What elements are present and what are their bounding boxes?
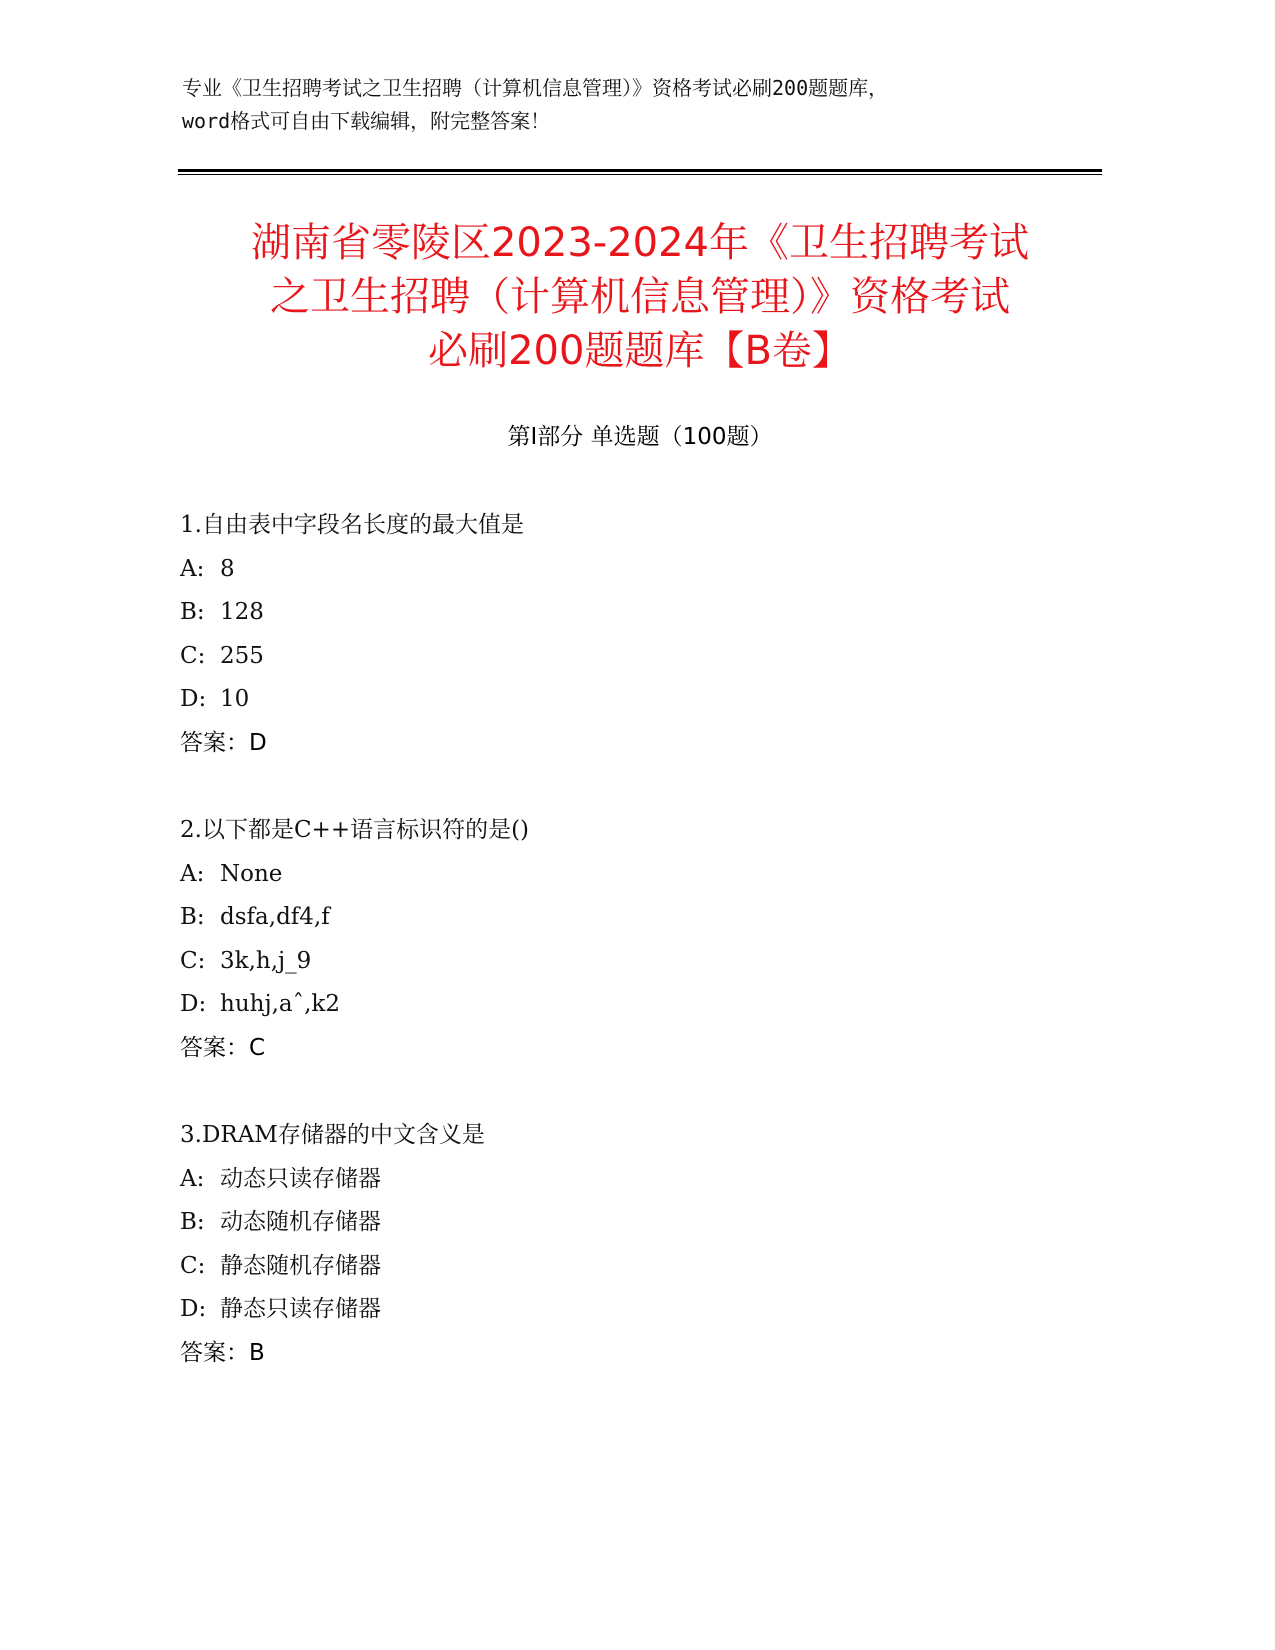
- option-text: 10: [220, 686, 250, 712]
- question-stem: 3.DRAM存储器的中文含义是: [180, 1122, 485, 1148]
- header-divider-thick: [178, 169, 1102, 172]
- document-title-line-3: 必刷200题题库【B卷】: [428, 328, 852, 374]
- option-c: [180, 940, 1100, 984]
- document-title: [178, 216, 1102, 378]
- option-text: 动态随机存储器: [220, 1209, 381, 1235]
- option-letter: B:: [180, 904, 205, 930]
- question-1: [180, 504, 1100, 765]
- option-text: 静态只读存储器: [220, 1296, 381, 1322]
- option-text: 8: [220, 555, 235, 582]
- option-text: huhj,aˆ,k2: [220, 991, 340, 1017]
- question-2: [180, 809, 1100, 1070]
- option-letter: D:: [180, 991, 207, 1017]
- option-a: [180, 1158, 1100, 1202]
- option-c: [180, 1245, 1100, 1289]
- option-b: [180, 591, 1100, 635]
- document-title-line-1: 湖南省零陵区2023-2024年《卫生招聘考试: [250, 220, 1030, 266]
- option-letter: B:: [180, 1209, 205, 1235]
- option-text: 3k,h,j_9: [220, 947, 312, 974]
- answer-line: 答案：C: [180, 1034, 266, 1061]
- document-title-line-2: 之卫生招聘（计算机信息管理）》资格考试: [270, 274, 1010, 320]
- option-a: [180, 853, 1100, 897]
- option-text: 255: [220, 642, 264, 669]
- option-a: [180, 548, 1100, 592]
- answer-line: 答案：D: [180, 729, 267, 756]
- header-note-line-1: 专业《卫生招聘考试之卫生招聘（计算机信息管理）》资格考试必刷200题题库，: [182, 76, 889, 100]
- answer-line: 答案：B: [180, 1339, 265, 1366]
- question-stem: 2.以下都是C++语言标识符的是(): [180, 817, 530, 843]
- option-text: dsfa,df4,f: [220, 904, 330, 930]
- header-note-line-2: word格式可自由下载编辑，附完整答案！: [182, 109, 551, 133]
- option-d: [180, 1288, 1100, 1332]
- question-3: [180, 1114, 1100, 1375]
- option-text: 动态只读存储器: [220, 1165, 381, 1192]
- option-letter: D:: [180, 686, 207, 712]
- option-text: 128: [220, 599, 264, 625]
- question-stem: 1.自由表中字段名长度的最大值是: [180, 512, 524, 538]
- option-letter: A:: [180, 860, 205, 887]
- option-letter: D:: [180, 1296, 207, 1322]
- option-letter: B:: [180, 599, 205, 625]
- option-text: None: [220, 860, 283, 887]
- option-text: 静态随机存储器: [220, 1252, 381, 1279]
- option-d: [180, 983, 1100, 1027]
- option-letter: C:: [180, 1252, 206, 1279]
- section-title: 第Ⅰ部分 单选题（100题）: [507, 424, 773, 450]
- option-b: [180, 896, 1100, 940]
- option-b: [180, 1201, 1100, 1245]
- header-note: [182, 72, 1082, 138]
- option-d: [180, 678, 1100, 722]
- option-letter: A:: [180, 1165, 205, 1192]
- option-letter: C:: [180, 947, 206, 974]
- option-letter: C:: [180, 642, 206, 669]
- option-c: [180, 635, 1100, 679]
- header-divider-thin: [178, 174, 1102, 175]
- option-letter: A:: [180, 555, 205, 582]
